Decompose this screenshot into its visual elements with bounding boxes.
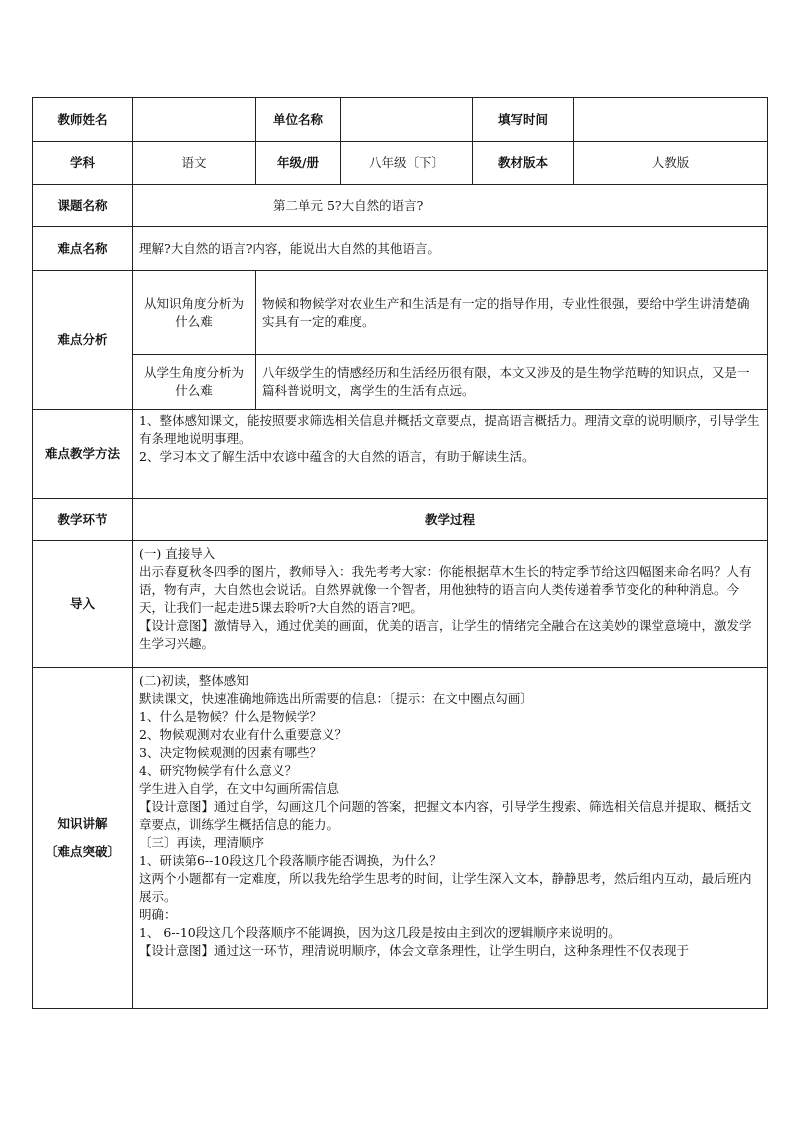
knowledge-process-clip: [139, 672, 761, 1008]
knowledge-line: 学生进入自学，在文中勾画所需信息: [139, 781, 340, 796]
grade-label: 年级/册: [256, 142, 341, 185]
subject-value: 语文: [133, 142, 256, 185]
intro-line: 【设计意图】激情导入，通过优美的画面，优美的语言，让学生的情绪完全融合在这美妙的课堂意境中，激发学生学习兴趣。: [139, 618, 752, 651]
intro-line: 出示春夏秋冬四季的图片，教师导入：我先考考大家：你能根据草木生长的特定季节给这四幅图来命名吗？人有语，物有声，大自然也会说话。自然界就像一个智者，用他独特的语言向人类传递着季节变化的种种消息。今天，让我们一起走进5课去聆听?大自然的语言?吧。: [139, 564, 752, 615]
knowledge-stage-title: 知识讲解: [57, 816, 108, 831]
process-header-row: [33, 499, 768, 541]
knowledge-stage-label: [33, 668, 133, 1009]
fill-date-label: 填写时间: [473, 98, 574, 142]
unit-name-label: 单位名称: [256, 98, 341, 142]
knowledge-line: 【设计意图】通过这一环节，理清说明顺序，体会文章条理性，让学生明白，这种条理性不仅表现于: [139, 943, 690, 958]
course-title-label: 课题名称: [33, 185, 133, 227]
knowledge-line: 1、 6--10段这几个段落顺序不能调换，因为这几段是按由主到次的逻辑顺序来说明的。: [139, 925, 621, 940]
analysis-row-student: [33, 355, 768, 410]
subject-label: 学科: [33, 142, 133, 185]
intro-line: (一) 直接导入: [139, 546, 216, 561]
teaching-method-label: 难点教学方法: [33, 410, 133, 499]
intro-process-text: [133, 541, 768, 668]
knowledge-stage-subtitle: 〔难点突破〕: [44, 844, 120, 859]
knowledge-line: 4、研究物候学有什么意义？: [139, 763, 297, 778]
difficulty-analysis-label: 难点分析: [33, 271, 133, 410]
teaching-stage-header: 教学环节: [33, 499, 133, 541]
knowledge-line: 3、决定物候观测的因素有哪些？: [139, 745, 322, 760]
knowledge-line: 【设计意图】通过自学，勾画这几个问题的答案，把握文本内容，引导学生搜索、筛选相关信息并提取、概括文章要点，训练学生概括信息的能力。: [139, 799, 752, 832]
header-row-1: [33, 98, 768, 142]
knowledge-angle-label: 从知识角度分析为什么难: [133, 271, 256, 355]
methods-row: [33, 410, 768, 499]
teaching-method-text: [133, 410, 768, 499]
intro-stage-label: 导入: [33, 541, 133, 668]
lesson-plan-table: [32, 97, 768, 1009]
difficulty-row: [33, 227, 768, 271]
course-row: [33, 185, 768, 227]
unit-name-value[interactable]: [341, 98, 473, 142]
course-title-value: 第二单元 5?大自然的语言?: [133, 185, 768, 227]
knowledge-row: [33, 668, 768, 1009]
difficulty-name-value: 理解?大自然的语言?内容，能说出大自然的其他语言。: [133, 227, 768, 271]
knowledge-line: 这两个小题都有一定难度，所以我先给学生思考的时间，让学生深入文本，静静思考，然后组内互动，最后班内展示。: [139, 871, 752, 904]
student-angle-label: 从学生角度分析为什么难: [133, 355, 256, 410]
knowledge-angle-text: 物候和物候学对农业生产和生活是有一定的指导作用，专业性很强，要给中学生讲清楚确实具有一定的难度。: [256, 271, 768, 355]
method-line: 1、整体感知课文，能按照要求筛选相关信息并概括文章要点，提高语言概括力。理清文章的说明顺序，引导学生有条理地说明事理。: [139, 413, 760, 446]
fill-date-value[interactable]: [574, 98, 768, 142]
student-angle-text: 八年级学生的情感经历和生活经历很有限，本文又涉及的是生物学范畴的知识点，又是一篇科普说明文，离学生的生活有点远。: [256, 355, 768, 410]
textbook-value: 人教版: [574, 142, 768, 185]
teacher-name-label: 教师姓名: [33, 98, 133, 142]
intro-row: [33, 541, 768, 668]
knowledge-line: (二)初读，整体感知: [139, 673, 249, 688]
knowledge-line: 〔三〕再读，理清顺序: [139, 835, 265, 850]
knowledge-process-text: [133, 668, 768, 1009]
textbook-label: 教材版本: [473, 142, 574, 185]
teaching-process-header: 教学过程: [133, 499, 768, 541]
knowledge-line: 1、研读第6--10段这几个段落顺序能否调换，为什么？: [139, 853, 442, 868]
knowledge-line: 1、什么是物候？什么是物候学？: [139, 709, 322, 724]
knowledge-line: 默读课文，快速准确地筛选出所需要的信息：〔提示：在文中圈点勾画〕: [139, 691, 533, 706]
header-row-2: [33, 142, 768, 185]
grade-value: 八年级〔下〕: [341, 142, 473, 185]
knowledge-line: 明确：: [139, 907, 177, 922]
knowledge-line: 2、物候观测对农业有什么重要意义？: [139, 727, 347, 742]
teacher-name-value[interactable]: [133, 98, 256, 142]
method-line: 2、学习本文了解生活中农谚中蕴含的大自然的语言，有助于解读生活。: [139, 449, 535, 464]
difficulty-name-label: 难点名称: [33, 227, 133, 271]
analysis-row-knowledge: [33, 271, 768, 355]
